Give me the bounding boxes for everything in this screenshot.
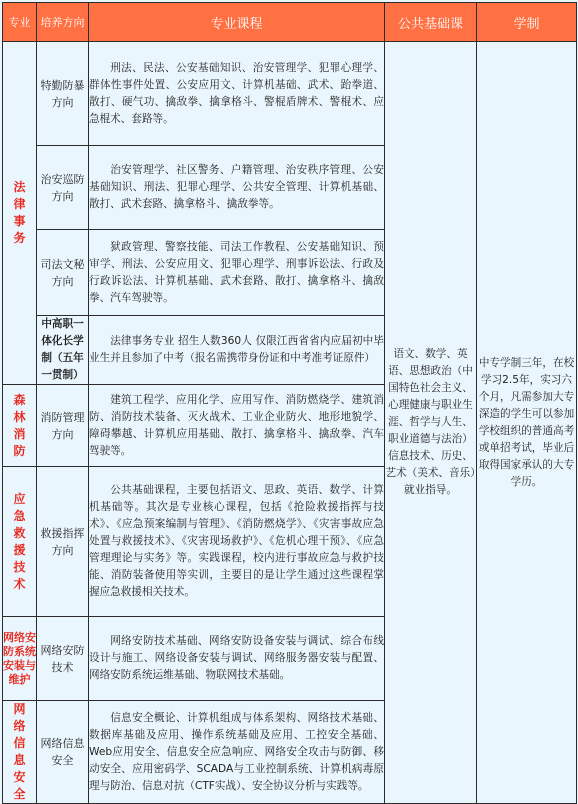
system-cell: 中专学制三年，在校学习2.5年，实习六个月，凡需参加大专深造的学生可以参加学校组织的普通高考或单招考试，毕业后取得国家承认的大专学历。 [477, 42, 577, 804]
header-system: 学制 [477, 3, 577, 42]
table-row [3, 42, 577, 146]
header-direction: 培养方向 [37, 3, 89, 42]
header-public: 公共基础课 [385, 3, 477, 42]
courses-cell: 治安管理学、社区警务、户籍管理、治安秩序管理、公安基础知识、刑法、犯罪心理学、公共安全管理、计算机基础、散打、武术套路、擒拿格斗、擒敌拳等。 [89, 146, 385, 230]
direction-cell: 救援指挥方向 [37, 467, 89, 617]
courses-cell: 刑法、民法、公安基础知识、治安管理学、犯罪心理学、群体性事件处置、公安应用文、计算机基础、武术、跆拳道、散打、硬气功、擒敌拳、擒拿格斗、警棍盾牌术、警棍术、应急棍术、套路等。 [89, 42, 385, 146]
curriculum-table [2, 2, 577, 804]
courses-cell: 信息安全概论、计算机组成与体系架构、网络技术基础、数据库基础及应用、操作系统基础及应用、工控安全基础、Web应用安全、信息安全应急响应、网络安全攻击与防御、移动安全、应用密码学、SCADA与工业控制系统、计算机病毒原理与防治、信息对抗（CTF实战）、安全协议分析与实践等。 [89, 701, 385, 804]
major-forest: 森林消防 [3, 385, 37, 467]
major-netsec-install: 网络安防系统安装与维护 [3, 617, 37, 701]
major-rescue: 应急救援技术 [3, 467, 37, 617]
courses-cell: 公共基础课程，主要包括语文、思政、英语、数学、计算机基础等。其次是专业核心课程，包括《抢险救援指挥与技术》、《应急预案编制与管理》、《消防燃烧学》、《灾害事故应急处置与救援技术》、《灾害现场救护》、《危机心理干预》、《应急管理理论与实务》等。实践课程，校内进行事故应急与救护技能、消防装备使用等实训，主要目的是让学生通过这些课程掌握应急救援相关技术。 [89, 467, 385, 617]
header-courses: 专业课程 [89, 3, 385, 42]
courses-cell: 网络安防技术基础、网络安防设备安装与调试、综合布线设计与施工、网络设备安装与调试、网络服务器安装与配置、网络安防系统运维基础、物联网技术基础。 [89, 617, 385, 701]
major-law: 法律事务 [3, 42, 37, 385]
courses-cell: 建筑工程学、应用化学、应用写作、消防燃烧学、建筑消防、消防技术装备、灭火战术、工业企业防火、地形地貌学、障碍攀越、计算机应用基础、散打、擒拿格斗、擒敌拳、汽车驾驶等。 [89, 385, 385, 467]
header-major: 专业 [3, 3, 37, 42]
direction-cell: 特勤防暴方向 [37, 42, 89, 146]
header-row [3, 3, 577, 42]
courses-cell: 法律事务专业 招生人数360人 仅限江西省省内应届初中毕业生并且参加了中考（报名需携带身份证和中考准考证原件） [89, 316, 385, 385]
direction-cell: 网络信息安全 [37, 701, 89, 804]
direction-cell: 司法文秘方向 [37, 230, 89, 316]
direction-cell: 中高职一体化长学制（五年一贯制） [37, 316, 89, 385]
direction-cell: 网络安防技术 [37, 617, 89, 701]
major-infosec: 网络信息安全 [3, 701, 37, 804]
direction-cell: 治安巡防方向 [37, 146, 89, 230]
courses-cell: 狱政管理、警察技能、司法工作教程、公安基础知识、预审学、刑法、公安应用文、犯罪心理学、刑事诉讼法、行政及行政诉讼法、计算机基础、武术套路、散打、擒拿格斗、擒敌拳、汽车驾驶等。 [89, 230, 385, 316]
direction-cell: 消防管理方向 [37, 385, 89, 467]
public-courses-cell: 语文、数学、英语、思想政治（中国特色社会主义、心理健康与职业生涯、哲学与人生、职业道德与法治）信息技术、历史、艺术（美术、音乐）就业指导。 [385, 42, 477, 804]
